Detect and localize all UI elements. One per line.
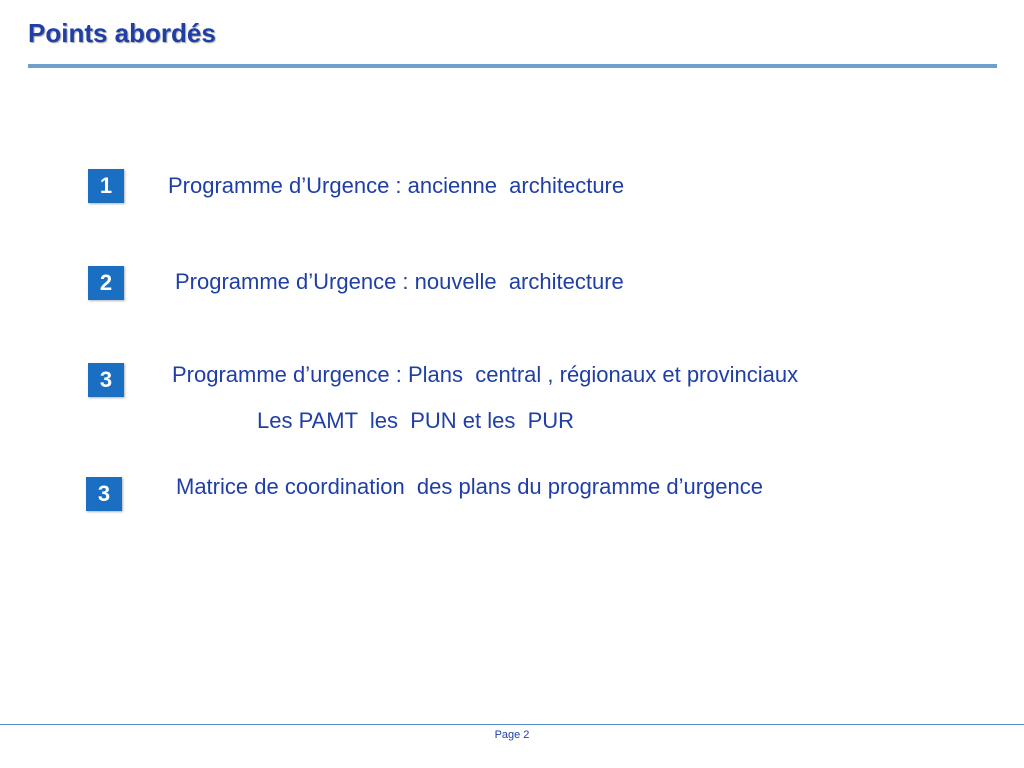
item-number-badge-3: 3 (88, 363, 124, 397)
item-text-2: Programme d’Urgence : nouvelle architecture (175, 269, 624, 294)
item-number-badge-4: 3 (86, 477, 122, 511)
item-text-3: Programme d’urgence : Plans central , régionaux et provinciaux (172, 362, 799, 387)
item-number-badge-1: 1 (88, 169, 124, 203)
title-divider (28, 64, 997, 68)
slide-title: Points abordés (28, 18, 216, 48)
item-text-4: Matrice de coordination des plans du programme d’urgence (176, 474, 763, 499)
footer-divider (0, 724, 1024, 725)
item-number-badge-2: 2 (88, 266, 124, 300)
item-subtext-3: Les PAMT les PUN et les PUR (257, 408, 575, 433)
item-text-1: Programme d’Urgence : ancienne architecture (168, 173, 625, 198)
page-number: Page 2 (494, 729, 530, 741)
